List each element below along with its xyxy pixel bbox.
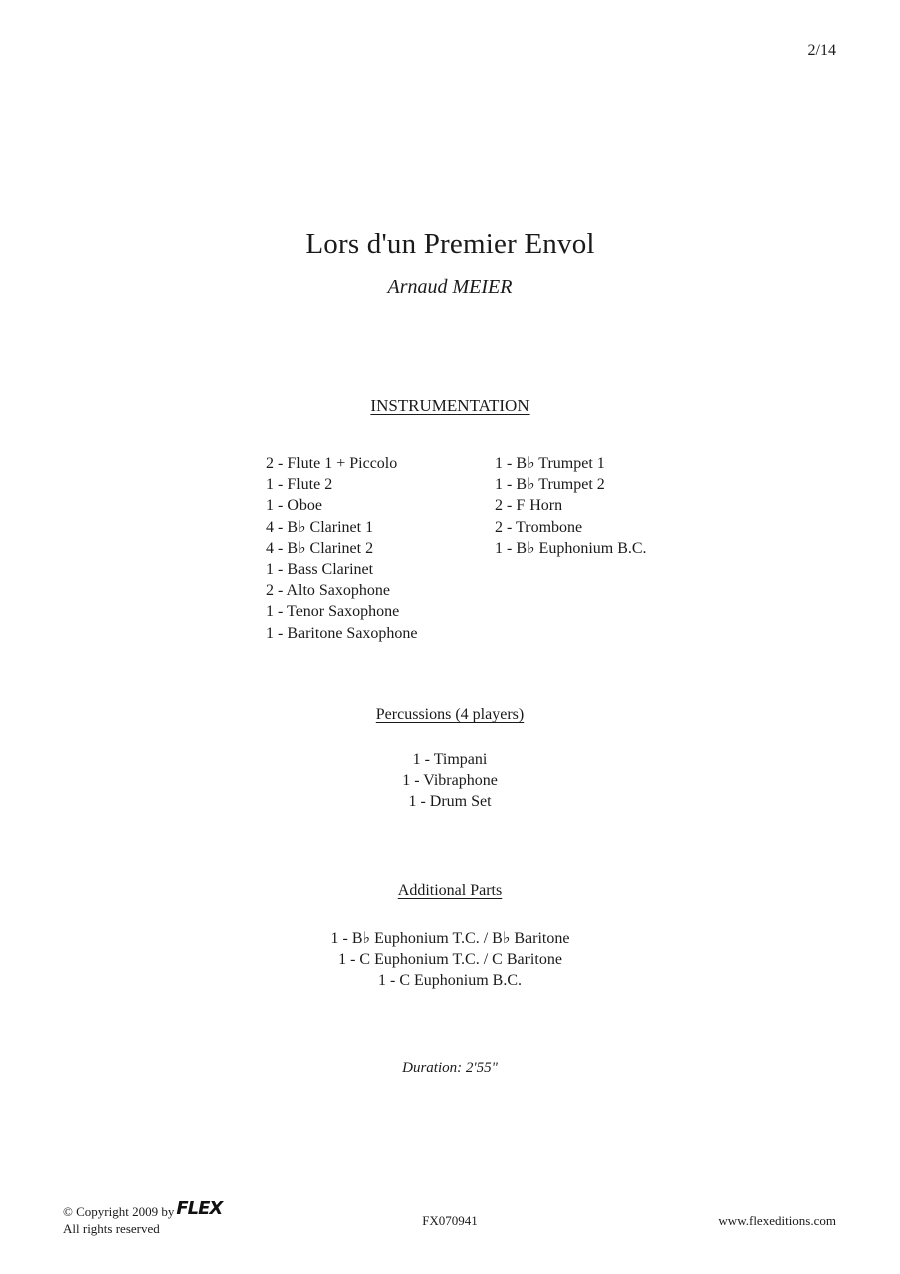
list-item: 1 - Timpani: [412, 751, 488, 768]
instrumentation-right-column: [495, 453, 647, 559]
score-title: Lors d'un Premier Envol: [305, 228, 595, 260]
additional-parts-heading: Additional Parts: [397, 882, 503, 899]
list-item: 1 - B♭ Trumpet 2: [495, 476, 605, 494]
flex-logo: FLEX: [176, 1198, 223, 1219]
page-number: 2/14: [807, 42, 836, 59]
list-item: 1 - Baritone Saxophone: [266, 624, 418, 642]
catalog-code: FX070941: [422, 1213, 478, 1228]
list-item: 1 - Tenor Saxophone: [266, 603, 400, 621]
instrumentation-left-column: [266, 453, 418, 644]
composer-name: Arnaud MEIER: [387, 276, 513, 298]
duration: Duration: 2'55": [402, 1060, 498, 1076]
percussions-heading: Percussions (4 players): [375, 706, 525, 723]
list-item: 2 - Alto Saxophone: [266, 582, 390, 600]
list-item: 1 - Vibraphone: [402, 772, 498, 790]
list-item: 2 - F Horn: [495, 497, 563, 515]
instrumentation-heading: INSTRUMENTATION: [370, 396, 530, 415]
rights-text: All rights reserved: [63, 1221, 160, 1236]
website-link[interactable]: www.flexeditions.com: [718, 1213, 836, 1228]
list-item: 1 - B♭ Euphonium B.C.: [495, 539, 647, 557]
list-item: 1 - B♭ Euphonium T.C. / B♭ Baritone: [330, 930, 570, 947]
list-item: 1 - C Euphonium B.C.: [377, 972, 522, 990]
copyright-text: © Copyright 2009 by: [63, 1204, 175, 1219]
list-item: 1 - C Euphonium T.C. / C Baritone: [338, 951, 562, 969]
list-item: 4 - B♭ Clarinet 1: [266, 518, 374, 536]
list-item: 2 - Flute 1 + Piccolo: [266, 455, 398, 472]
percussions-list: [0, 749, 900, 813]
list-item: 1 - B♭ Trumpet 1: [495, 455, 605, 472]
list-item: 1 - Flute 2: [266, 476, 333, 494]
additional-parts-list: [0, 928, 900, 992]
list-item: 2 - Trombone: [495, 518, 583, 536]
list-item: 1 - Oboe: [266, 497, 322, 515]
list-item: 4 - B♭ Clarinet 2: [266, 539, 374, 557]
list-item: 1 - Drum Set: [408, 793, 492, 811]
list-item: 1 - Bass Clarinet: [266, 561, 374, 579]
